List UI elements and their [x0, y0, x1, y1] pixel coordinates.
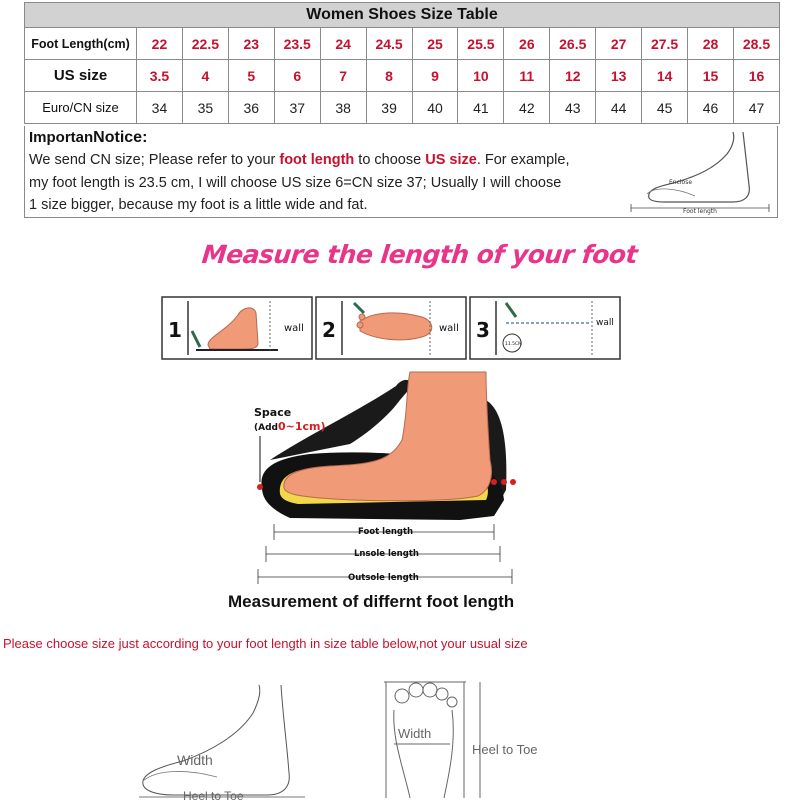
euro-size-cell: 41 — [458, 92, 504, 124]
measure-title: Measure the length of your foot — [200, 240, 639, 269]
euro-size-cell: 34 — [137, 92, 183, 124]
foot-length-illus-label: Foot length — [683, 208, 717, 215]
euro-size-cell: 42 — [504, 92, 550, 124]
sole-outline — [380, 680, 555, 800]
step-1 — [162, 297, 312, 359]
step-2-wall-label: wall — [439, 323, 459, 334]
us-size-cell: 4 — [182, 60, 228, 92]
euro-size-cell: 39 — [366, 92, 412, 124]
heel-to-toe-label-sole: Heel to Toe — [472, 742, 538, 757]
us-size-cell: 3.5 — [137, 60, 183, 92]
us-size-cell: 16 — [733, 60, 779, 92]
choose-size-note: Please choose size just according to your foot length in size table below,not your usual size — [3, 636, 528, 651]
foot-length-diagram — [250, 370, 530, 590]
foot-length-cell: 24.5 — [366, 28, 412, 60]
euro-size-cell: 40 — [412, 92, 458, 124]
foot-length-cell: 22 — [137, 28, 183, 60]
us-size-cell: 6 — [274, 60, 320, 92]
euro-size-cell: 45 — [642, 92, 688, 124]
notice-heading: ImportanNotice: — [29, 129, 148, 146]
euro-size-cell: 37 — [274, 92, 320, 124]
foot-length-cell: 25 — [412, 28, 458, 60]
us-size-cell: 11 — [504, 60, 550, 92]
foot-length-cell: 28.5 — [733, 28, 779, 60]
size-table-title: Women Shoes Size Table — [25, 3, 780, 28]
foot-length-cell: 26 — [504, 28, 550, 60]
step-2-number: 2 — [322, 318, 336, 342]
outsole-length-dim: Outsole length — [348, 573, 419, 583]
step-3 — [470, 297, 620, 359]
foot-length-cell: 26.5 — [550, 28, 596, 60]
us-size-label: US size — [25, 60, 137, 92]
foot-length-cell: 27 — [596, 28, 642, 60]
foot-length-cell: 28 — [688, 28, 734, 60]
us-size-cell: 12 — [550, 60, 596, 92]
side-foot-outline — [135, 683, 310, 800]
euro-size-cell: 46 — [688, 92, 734, 124]
width-label-side: Width — [177, 752, 213, 768]
foot-length-cell: 27.5 — [642, 28, 688, 60]
us-size-cell: 9 — [412, 60, 458, 92]
foot-length-cell: 25.5 — [458, 28, 504, 60]
step-1-number: 1 — [168, 318, 182, 342]
foot-length-cell: 22.5 — [182, 28, 228, 60]
us-size-cell: 10 — [458, 60, 504, 92]
foot-length-label: Foot Length(cm) — [25, 28, 137, 60]
insole-length-dim: Lnsole length — [354, 549, 419, 559]
foot-length-cell: 24 — [320, 28, 366, 60]
foot-length-dim: Foot length — [358, 527, 414, 537]
width-label-sole: Width — [398, 726, 432, 741]
euro-size-cell: 47 — [733, 92, 779, 124]
us-size-cell: 8 — [366, 60, 412, 92]
enclose-label: Enclose — [669, 179, 693, 186]
foot-illustration — [625, 130, 775, 215]
euro-size-cell: 35 — [182, 92, 228, 124]
foot-length-cell: 23.5 — [274, 28, 320, 60]
step-3-wall-label: wall — [596, 318, 614, 328]
foot-length-cell: 23 — [228, 28, 274, 60]
step-1-wall-label: wall — [284, 323, 304, 334]
euro-size-cell: 36 — [228, 92, 274, 124]
us-size-cell: 13 — [596, 60, 642, 92]
euro-size-label: Euro/CN size — [25, 92, 137, 124]
us-size-cell: 14 — [642, 60, 688, 92]
space-label: Space — [254, 406, 292, 419]
notice-text: We send CN size; Please refer to your foot length to choose US size. For example, my foot length is 23.5 cm, I will choose US size 6=CN size 37; Usually I will choose 1 size bigger, because my foot is a little wide and fat. — [29, 152, 570, 213]
measurement-caption: Measurement of differnt foot length — [228, 592, 515, 611]
euro-size-cell: 44 — [596, 92, 642, 124]
notice-box — [24, 126, 778, 218]
us-size-cell: 5 — [228, 60, 274, 92]
step-2 — [316, 297, 466, 359]
us-size-cell: 15 — [688, 60, 734, 92]
euro-size-cell: 43 — [550, 92, 596, 124]
measure-steps — [160, 295, 622, 363]
step-3-number: 3 — [476, 318, 490, 342]
euro-size-cell: 38 — [320, 92, 366, 124]
size-table — [24, 2, 780, 124]
heel-to-toe-label-side: Heel to Toe — [183, 789, 244, 800]
add-label: (Add0~1cm) — [254, 420, 326, 433]
ruler-reading: 11.5CM — [505, 342, 523, 347]
us-size-cell: 7 — [320, 60, 366, 92]
